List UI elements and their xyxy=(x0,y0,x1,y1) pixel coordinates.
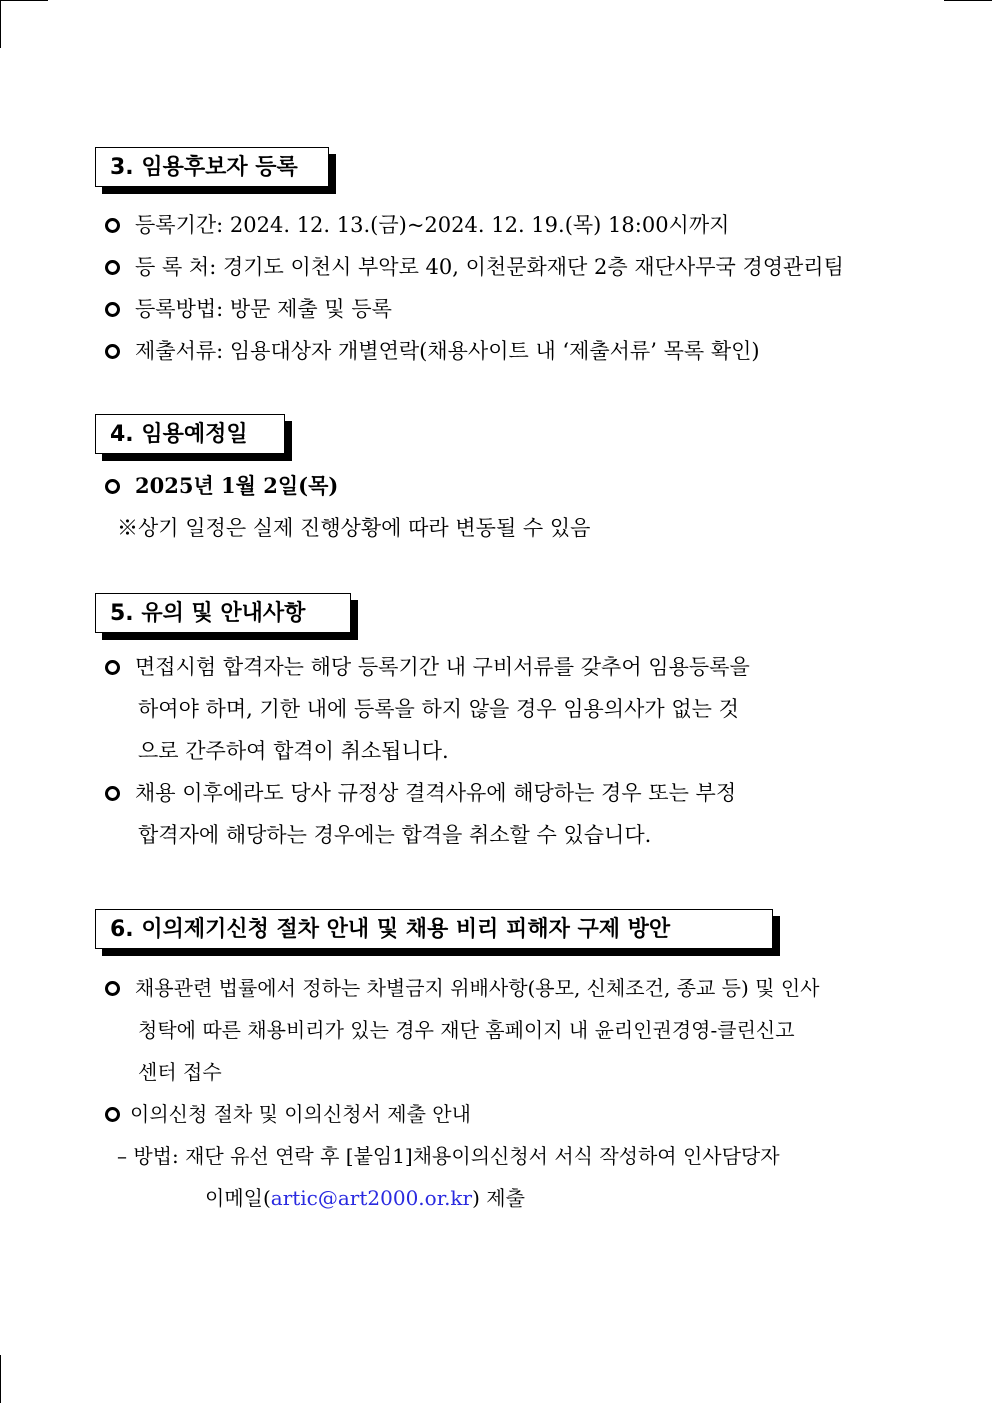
bullet-icon xyxy=(105,260,120,275)
crop-mark-top-left xyxy=(0,0,48,1)
bullet-icon xyxy=(105,660,120,675)
crop-mark-top-right xyxy=(944,0,992,1)
crop-mark-top-left xyxy=(0,0,1,48)
section-6-method: – 방법: 재단 유선 연락 후 [붙임1]채용이의신청서 서식 작성하여 인사담당자 xyxy=(117,1144,780,1168)
section-6-item-1-cont: 청탁에 따른 채용비리가 있는 경우 재단 홈페이지 내 윤리인권경영-클린신고 xyxy=(138,1018,795,1042)
section-6-item-2: 이의신청 절차 및 이의신청서 제출 안내 xyxy=(105,1098,897,1130)
section-3-item-place: 등 록 처: 경기도 이천시 부악로 40, 이천문화재단 2층 재단사무국 경영관리팀 xyxy=(105,251,897,283)
section-3-item-documents: 제출서류: 임용대상자 개별연락(채용사이트 내 ‘제출서류’ 목록 확인) xyxy=(105,335,897,367)
email-suffix: ) 제출 xyxy=(472,1186,525,1210)
section-6-item-1-cont: 센터 접수 xyxy=(138,1060,222,1084)
section-5-item-2: 채용 이후에라도 당사 규정상 결격사유에 해당하는 경우 또는 부정 xyxy=(105,777,897,809)
section-5-item-1-cont: 으로 간주하여 합격이 취소됩니다. xyxy=(138,739,449,763)
section-3-heading: 3. 임용후보자 등록 xyxy=(95,147,329,187)
section-4-heading: 4. 임용예정일 xyxy=(95,414,285,454)
section-6-heading: 6. 이의제기신청 절차 안내 및 채용 비리 피해자 구제 방안 xyxy=(95,909,773,949)
section-3-item-method: 등록방법: 방문 제출 및 등록 xyxy=(105,293,897,325)
section-6-item-1: 채용관련 법률에서 정하는 차별금지 위배사항(용모, 신체조건, 종교 등) 및 인사 xyxy=(105,972,897,1004)
email-link[interactable]: artic@art2000.or.kr xyxy=(270,1186,473,1210)
bullet-icon xyxy=(105,1107,120,1122)
bullet-icon xyxy=(105,981,120,996)
bullet-icon xyxy=(105,218,120,233)
section-4-date: 2025년 1월 2일(목) xyxy=(105,470,897,502)
section-5-item-1: 면접시험 합격자는 해당 등록기간 내 구비서류를 갖추어 임용등록을 xyxy=(105,651,897,683)
section-5-item-1-cont: 하여야 하며, 기한 내에 등록을 하지 않을 경우 임용의사가 없는 것 xyxy=(138,697,739,721)
section-4-note: ※상기 일정은 실제 진행상황에 따라 변동될 수 있음 xyxy=(117,516,591,540)
section-6-method-email-line xyxy=(205,1182,525,1214)
bullet-icon xyxy=(105,786,120,801)
bullet-icon xyxy=(105,344,120,359)
bullet-icon xyxy=(105,479,120,494)
email-prefix: 이메일( xyxy=(205,1186,271,1210)
section-5-heading: 5. 유의 및 안내사항 xyxy=(95,593,351,633)
section-5-item-2-cont: 합격자에 해당하는 경우에는 합격을 취소할 수 있습니다. xyxy=(138,823,652,847)
crop-mark-bottom-left xyxy=(0,1355,1,1403)
bullet-icon xyxy=(105,302,120,317)
section-3-item-period: 등록기간: 2024. 12. 13.(금)~2024. 12. 19.(목) 18:00시까지 xyxy=(105,209,897,241)
